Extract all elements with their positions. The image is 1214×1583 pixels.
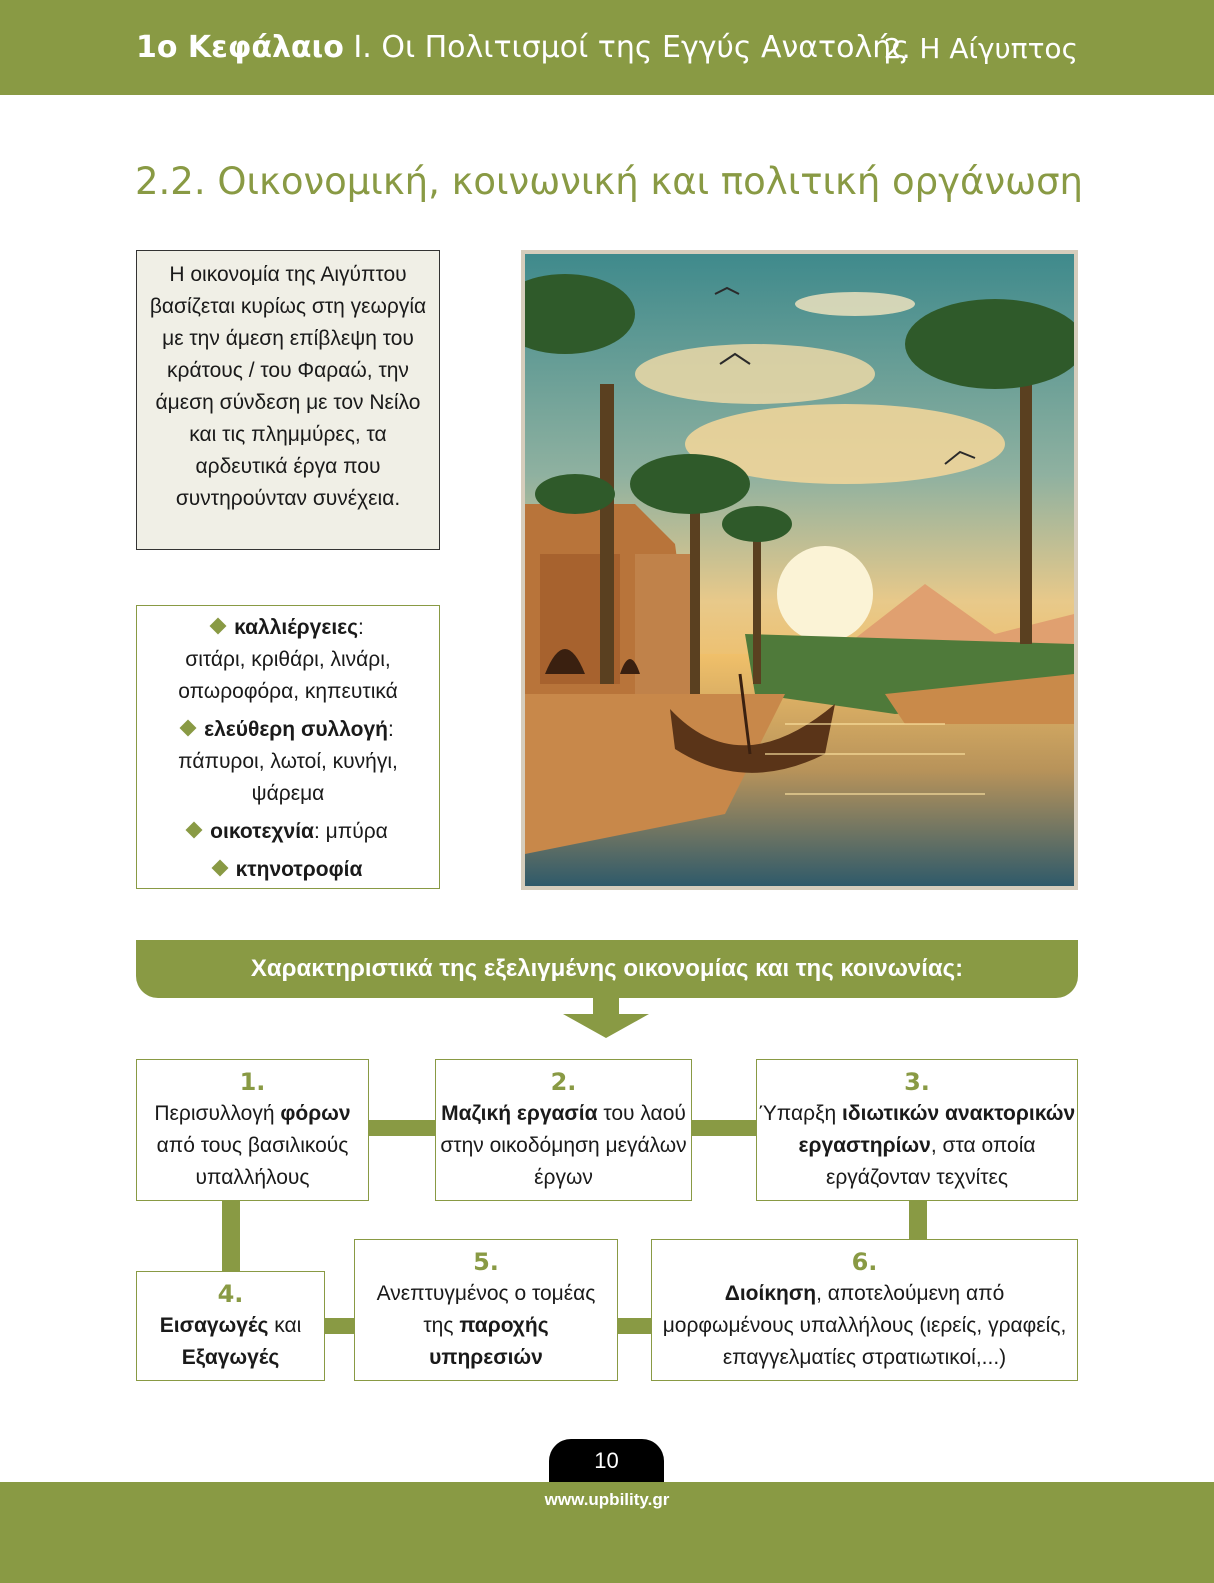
footer-url[interactable]: www.upbility.gr — [544, 1490, 670, 1509]
feature-box-3: 3. Ύπαρξη ιδιωτικών ανακτορικών εργαστηρίων, στα οποία εργάζονταν τεχνίτες — [756, 1059, 1078, 1201]
diamond-bullet-icon — [210, 618, 227, 635]
feature-number: 5. — [473, 1248, 499, 1276]
feature-number: 2. — [550, 1068, 577, 1096]
connector-3-6 — [909, 1199, 927, 1243]
activities-box — [136, 605, 440, 889]
activity-label: οικοτεχνία — [210, 820, 314, 843]
nile-illustration — [521, 250, 1078, 890]
connector-1-4 — [222, 1199, 240, 1273]
activity-text: μπύρα — [325, 820, 388, 843]
chapter-title: Ι. Οι Πολιτισμοί της Εγγύς Ανατολής — [353, 30, 909, 65]
activity-label: καλλιέργειες — [234, 616, 359, 639]
activity-label: κτηνοτροφία — [235, 858, 363, 881]
diamond-bullet-icon — [211, 860, 228, 877]
chapter-number: 1ο Κεφάλαιο — [136, 30, 344, 65]
feature-box-4: 4. Εισαγωγές και Εξαγωγές — [136, 1271, 325, 1381]
activity-item: καλλιέργειες: σιτάρι, κριθάρι, λινάρι, οπωροφόρα, κηπευτικά — [178, 616, 398, 703]
feature-number: 6. — [851, 1248, 878, 1276]
feature-box-5: 5. Ανεπτυγμένος ο τομέας της παροχής υπηρεσιών — [354, 1239, 618, 1381]
nile-scene-image — [525, 254, 1074, 886]
feature-number: 1. — [239, 1068, 266, 1096]
connector-4-5 — [324, 1318, 356, 1334]
activity-item: ελεύθερη συλλογή: πάπυροι, λωτοί, κυνήγι, ψάρεμα — [178, 718, 398, 805]
feature-box-2: 2. Μαζική εργασία του λαού στην οικοδόμηση μεγάλων έργων — [435, 1059, 692, 1201]
features-banner: Χαρακτηριστικά της εξελιγμένης οικονομίας και της κοινωνίας: — [136, 940, 1078, 998]
feature-number: 4. — [217, 1280, 244, 1308]
connector-5-6 — [616, 1318, 652, 1334]
feature-box-1: 1. Περισυλλογή φόρων από τους βασιλικούς υπαλλήλους — [136, 1059, 369, 1201]
header-section: 2. Η Αίγυπτος — [883, 32, 1078, 65]
down-arrow-icon — [563, 998, 649, 1038]
page-number: 10 — [549, 1439, 664, 1483]
activity-label: ελεύθερη συλλογή — [204, 718, 388, 741]
section-title: 2.2. Οικονομική, κοινωνική και πολιτική οργάνωση — [135, 160, 1083, 203]
intro-text: Η οικονομία της Αιγύπτου βασίζεται κυρίως στη γεωργία με την άμεση επίβλεψη του κράτους / του Φαραώ, την άμεση σύνδεση με τον Νείλο και τις πλημμύρες, τα αρδευτικά έργα που συντηρούνταν συνέχεια. — [149, 263, 427, 510]
connector-1-2 — [367, 1120, 437, 1136]
diamond-bullet-icon — [180, 720, 197, 737]
activity-item: οικοτεχνία: μπύρα — [143, 816, 433, 848]
activity-item — [143, 854, 433, 886]
connector-2-3 — [690, 1120, 758, 1136]
intro-box — [136, 250, 440, 550]
activity-text: σιτάρι, κριθάρι, λινάρι, οπωροφόρα, κηπευτικά — [178, 648, 398, 703]
feature-box-6: 6. Διοίκηση, αποτελούμενη από μορφωμένους υπαλλήλους (ιερείς, γραφείς, επαγγελματίες στρατιωτικοί,...) — [651, 1239, 1078, 1381]
header-chapter — [136, 30, 909, 65]
diamond-bullet-icon — [186, 822, 203, 839]
activity-text: πάπυροι, λωτοί, κυνήγι, ψάρεμα — [178, 750, 398, 805]
feature-number: 3. — [904, 1068, 930, 1096]
